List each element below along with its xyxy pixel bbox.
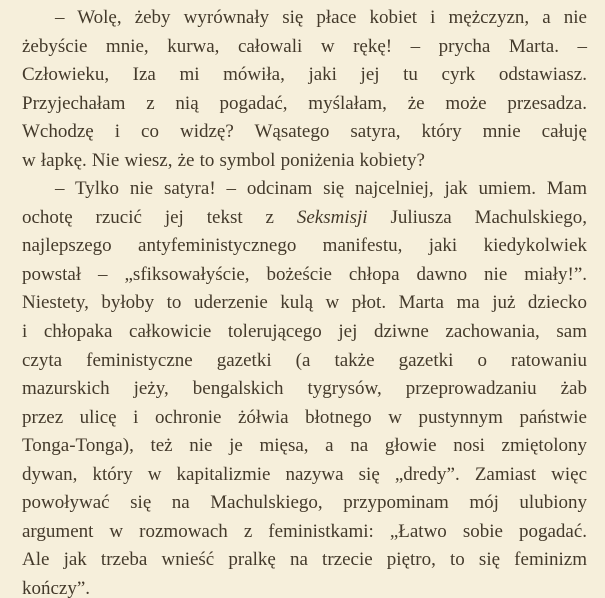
text-line: Człowieku, Iza mi mówiła, jaki jej tu cyrk odstawiasz. [22, 64, 587, 86]
text-line: argument w rozmowach z feministkami: „Łatwo sobie pogadać. [22, 520, 587, 542]
text-line: w łapkę. Nie wiesz, że to symbol poniżenia kobiety? [22, 149, 425, 171]
text-line: powoływać się na Machulskiego, przypominam mój ulubiony [22, 492, 587, 514]
text-line: Tonga-Tonga), też nie je mięsa, a na głowie nosi zmiętolony [22, 435, 587, 457]
text-line: najlepszego antyfeministycznego manifestu, jaki kiedykolwiek [22, 235, 587, 257]
text-line: – Tylko nie satyra! – odcinam się najcelniej, jak umiem. Mam [55, 178, 587, 200]
text-line: Ale jak trzeba wnieść pralkę na trzecie piętro, to się feminizm [22, 549, 587, 571]
text-line: – Wolę, żeby wyrównały się płace kobiet i mężczyzn, a nie [55, 7, 587, 28]
text-line: żebyście mnie, kurwa, całowali w rękę! – prycha Marta. – [22, 35, 587, 57]
book-title-italic: Seksmisji [296, 206, 368, 228]
text-line: i chłopaka całkowicie tolerującego jej dziwne zachowania, sam [22, 321, 587, 343]
text-line: mazurskich jeży, bengalskich tygrysów, przeprowadzaniu żab [22, 378, 587, 400]
text-line: Niestety, byłoby to uderzenie kulą w płot. Marta ma już dziecko [22, 292, 587, 314]
text-line: czyta feministyczne gazetki (a także gazetki o ratowaniu [22, 349, 587, 371]
text-line: Przyjechałam z nią pogadać, myślałam, że może przesadza. [22, 92, 587, 114]
text-segment: ochotę rzucić jej tekst z [22, 206, 297, 228]
text-line: kończy”. [22, 577, 91, 598]
text-line: dywan, który w kapitalizmie nazywa się „dredy”. Zamiast więc [22, 463, 587, 485]
text-line: Wchodzę i co widzę? Wąsatego satyra, który mnie całuję [22, 121, 587, 143]
text-line: powstał – „sfiksowałyście, bożeście chłopa dawno nie miały!”. [22, 263, 587, 285]
text-segment: Juliusza Machulskiego, [367, 206, 587, 228]
text-line: przez ulicę i ochronie żółwia błotnego w pustynnym państwie [22, 406, 587, 428]
paragraph [22, 4, 587, 175]
paragraph [22, 175, 587, 598]
text-line [22, 204, 587, 233]
